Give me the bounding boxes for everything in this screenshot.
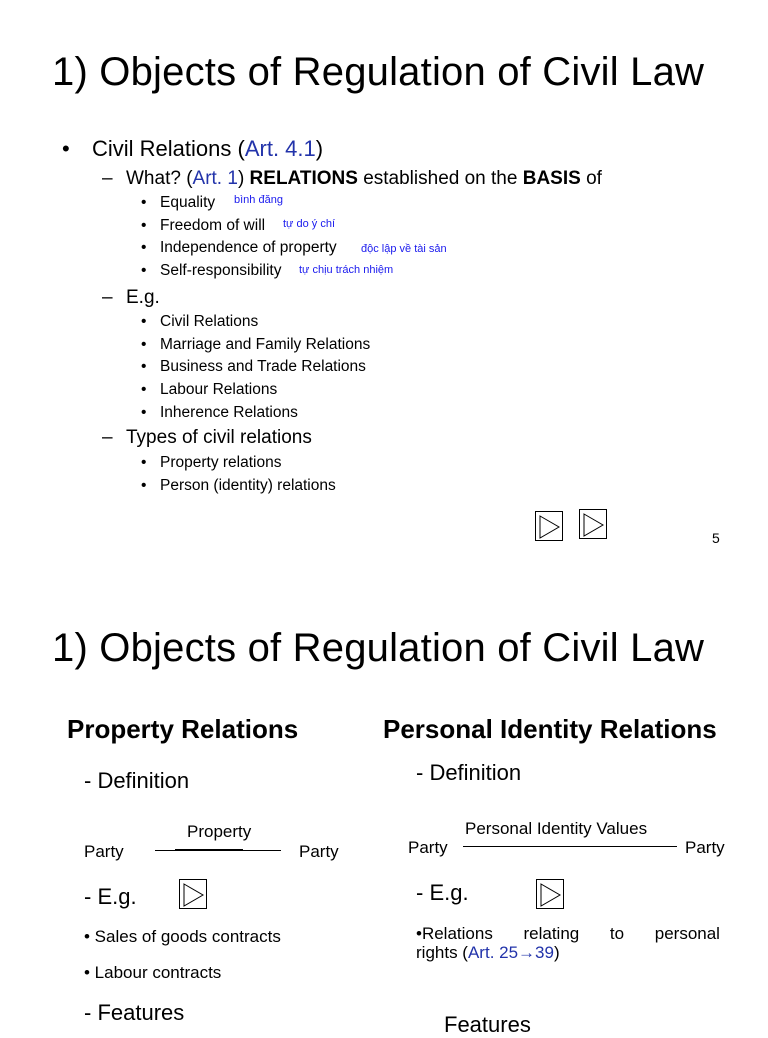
property-example-item: • Labour contracts	[84, 963, 222, 982]
eg-item: • Inherence Relations	[160, 404, 298, 422]
civil-relations-close: )	[315, 136, 324, 161]
basis-item-note: tự do ý chí	[283, 218, 335, 230]
basis-item-label: Equality	[160, 194, 216, 211]
page-number: 5	[712, 530, 720, 546]
relation-line	[463, 846, 677, 847]
eg-item: • Business and Trade Relations	[160, 358, 366, 376]
party-right: Party	[299, 842, 339, 861]
play-triangle-icon[interactable]	[579, 509, 607, 539]
property-relations-heading: Property Relations	[67, 714, 299, 744]
what-text: established on the	[357, 168, 523, 189]
civil-relations-label: Civil Relations (	[92, 136, 245, 161]
identity-example-word: personal	[654, 924, 720, 943]
types-item: • Property relations	[160, 454, 281, 472]
property-example-item: • Sales of goods contracts	[84, 927, 281, 946]
identity-example-line1	[416, 924, 720, 944]
identity-example-prefix: rights (	[416, 943, 468, 962]
what-dash: –	[102, 168, 113, 189]
art-25-39-link[interactable]: Art. 25→39	[467, 943, 554, 962]
party-right: Party	[685, 838, 725, 857]
what-end: of	[580, 168, 602, 189]
eg-item: • Marriage and Family Relations	[160, 336, 370, 354]
slide2-title: 1) Objects of Regulation of Civil Law	[52, 626, 705, 670]
basis-item-label: Independence of property	[160, 239, 337, 256]
identity-example-word: relating	[523, 924, 580, 943]
basis-item	[160, 239, 337, 257]
identity-example-suffix: )	[553, 943, 560, 962]
what-line	[126, 168, 602, 190]
party-left: Party	[84, 842, 124, 861]
eg-item: • Civil Relations	[160, 313, 258, 331]
slide1-title: 1) Objects of Regulation of Civil Law	[52, 50, 705, 94]
play-triangle-icon[interactable]	[179, 879, 207, 909]
identity-example-line2	[416, 943, 560, 963]
property-definition: - Definition	[84, 768, 190, 793]
relations-bold: RELATIONS	[249, 168, 358, 189]
identity-eg: - E.g.	[416, 880, 469, 905]
what-label: What? (	[126, 168, 193, 189]
basis-item-note: độc lập về tài sản	[361, 243, 447, 255]
property-line-label: Property	[187, 822, 252, 841]
relation-line-accent	[175, 849, 243, 851]
what-mid: )	[237, 168, 250, 189]
identity-example-word: to	[609, 924, 625, 943]
basis-item-note: tự chịu trách nhiệm	[299, 264, 394, 276]
property-features: - Features	[84, 1000, 185, 1025]
property-eg: - E.g.	[84, 884, 137, 909]
civil-relations-bullet: •	[62, 136, 70, 161]
basis-bold: BASIS	[522, 168, 581, 189]
identity-line-label: Personal Identity Values	[465, 819, 648, 838]
basis-item	[160, 217, 265, 235]
basis-item-label: Self-responsibility	[160, 262, 282, 279]
play-triangle-icon[interactable]	[535, 511, 563, 541]
art-4-1-link[interactable]: Art. 4.1	[244, 136, 316, 161]
play-triangle-icon[interactable]	[536, 879, 564, 909]
eg-dash: –	[102, 287, 113, 308]
identity-example-word: •Relations	[416, 924, 493, 943]
basis-item-label: Freedom of will	[160, 217, 266, 234]
basis-item	[160, 262, 281, 280]
eg-item: • Labour Relations	[160, 381, 277, 399]
identity-features: Features	[444, 1012, 531, 1037]
art-1-link[interactable]: Art. 1	[192, 168, 238, 189]
party-left: Party	[408, 838, 448, 857]
civil-relations-line	[92, 136, 323, 162]
types-dash: –	[102, 427, 113, 448]
basis-item	[160, 194, 215, 212]
personal-identity-heading: Personal Identity Relations	[383, 714, 717, 744]
types-label: Types of civil relations	[126, 427, 312, 448]
basis-item-note: bình đăng	[234, 194, 283, 206]
identity-definition: - Definition	[416, 760, 522, 785]
eg-label: E.g.	[126, 287, 160, 308]
types-item: • Person (identity) relations	[160, 477, 336, 495]
